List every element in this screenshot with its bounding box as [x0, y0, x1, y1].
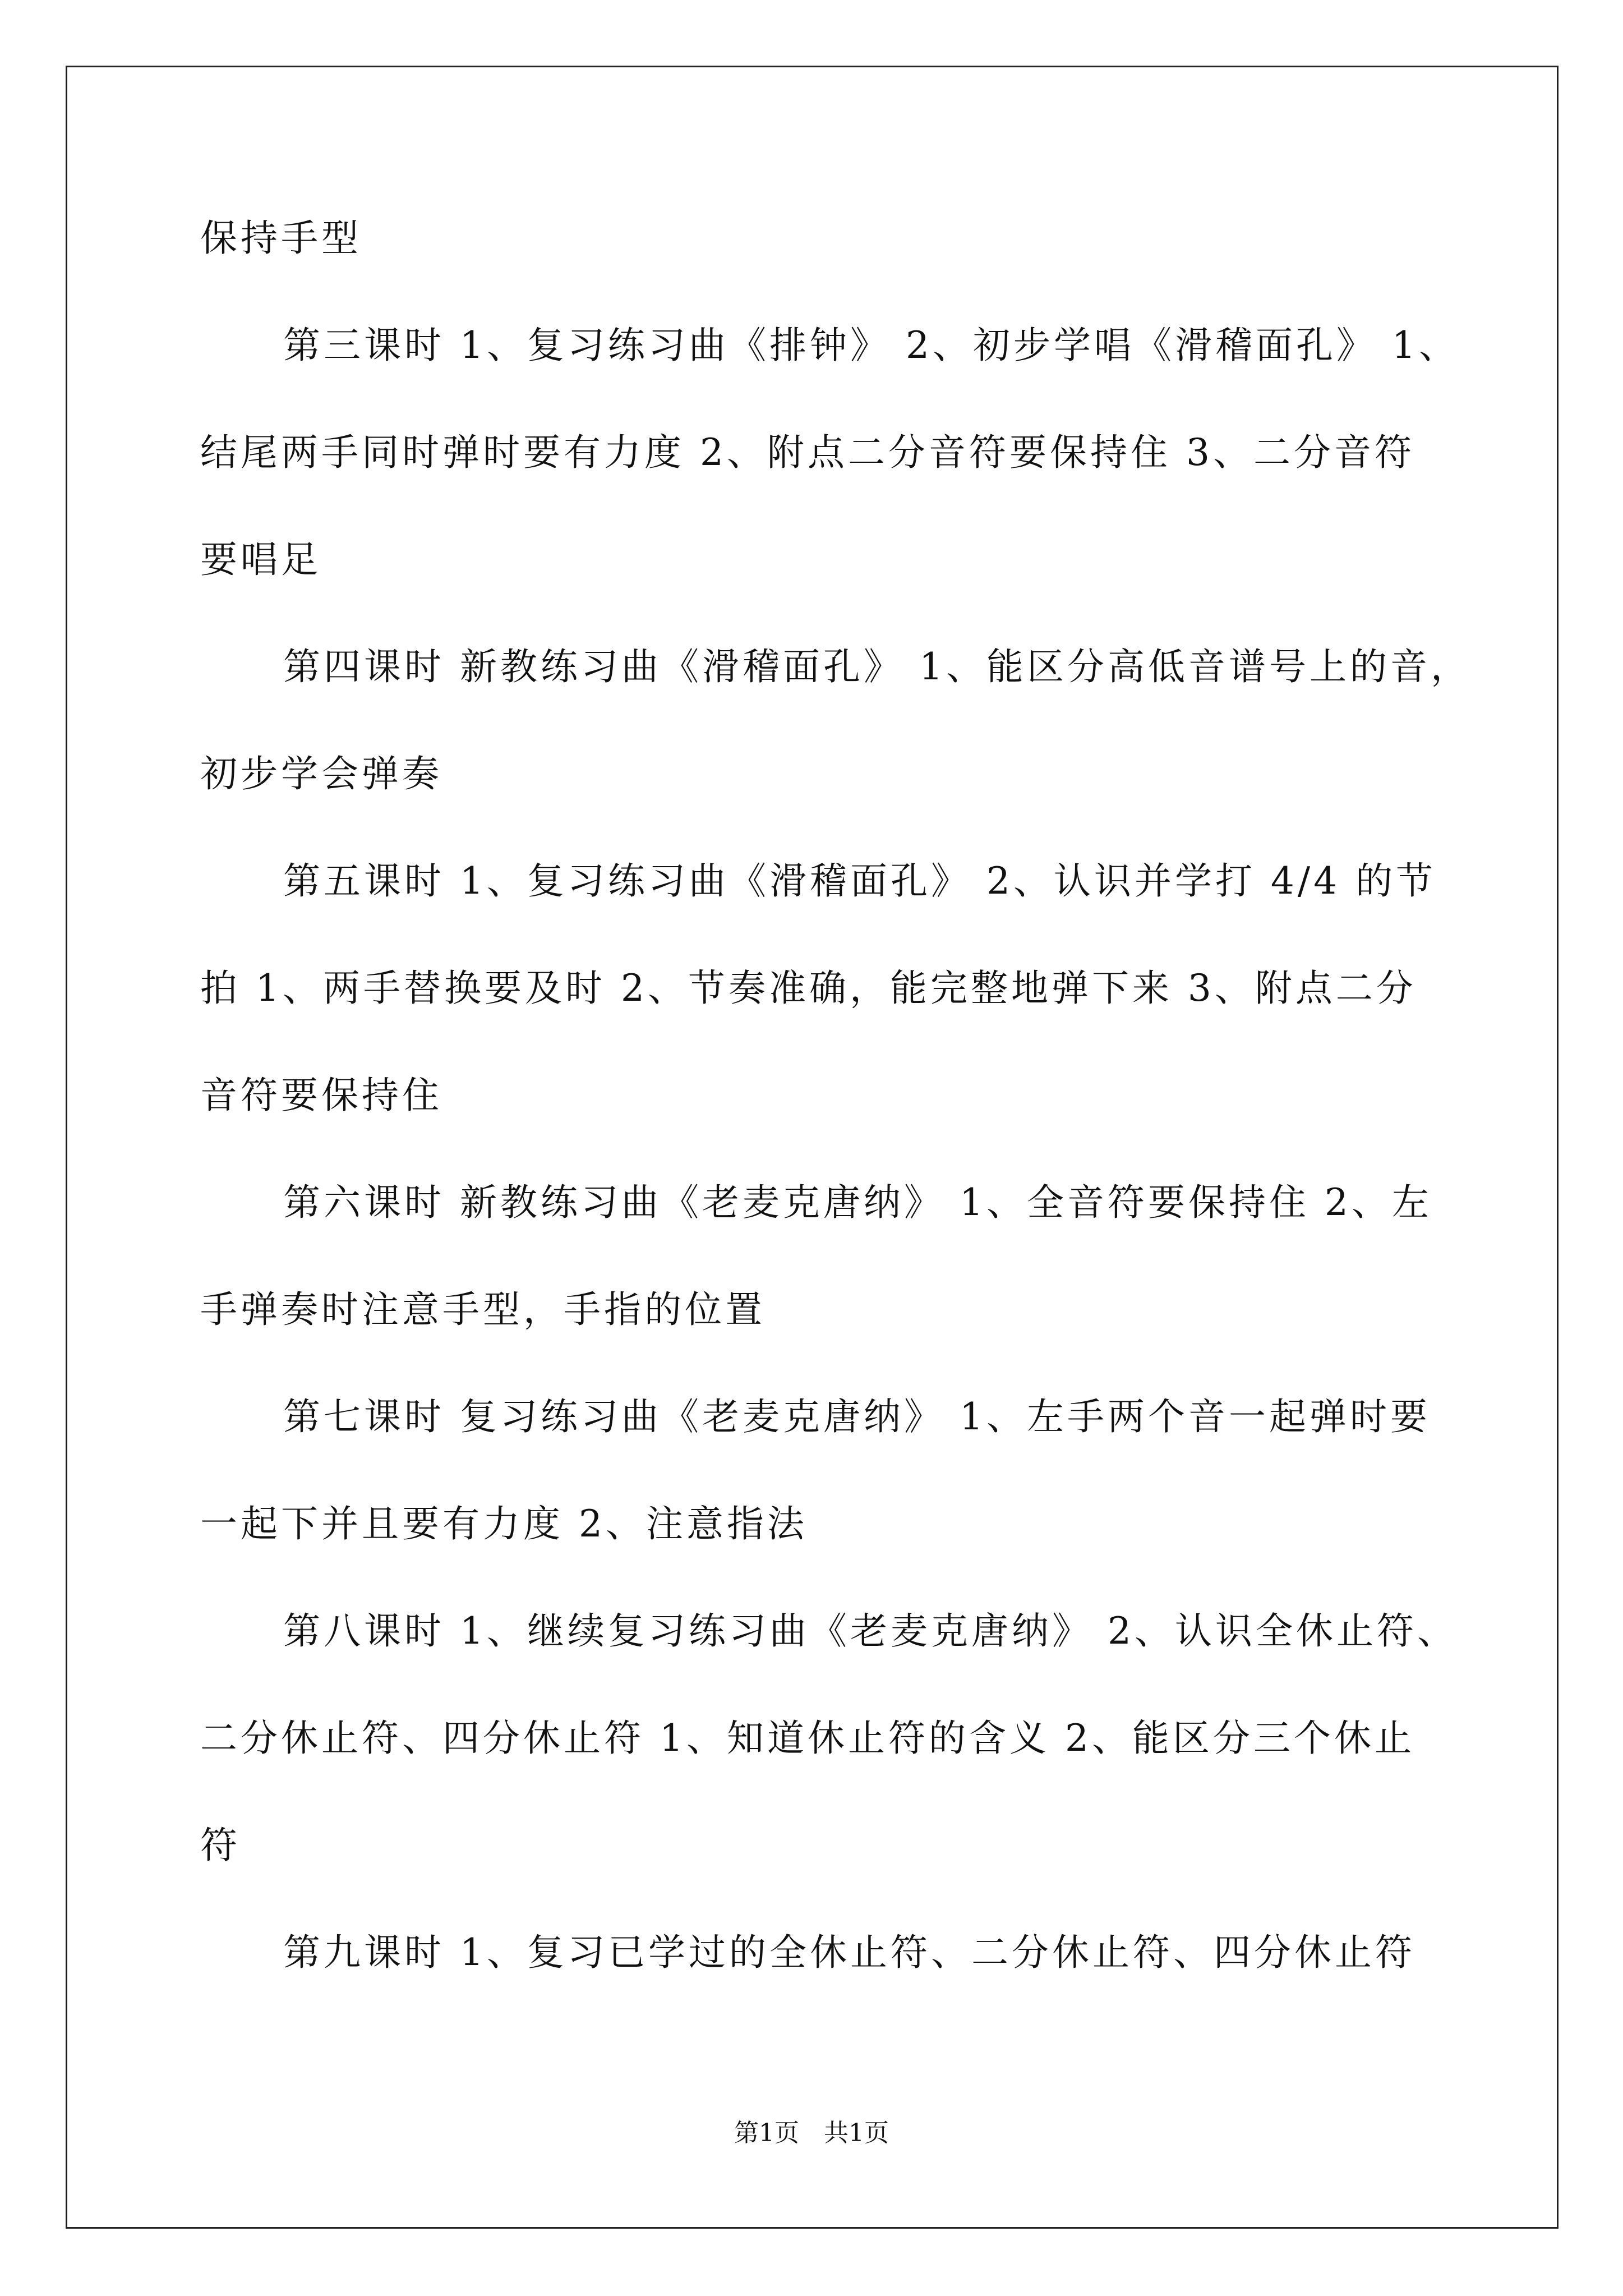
page-border — [66, 66, 1559, 2229]
text-line: 音符要保持住 — [200, 1074, 442, 1117]
text-line: 第八课时 1、继续复习练习曲《老麦克唐纳》 2、认识全休止符、 — [283, 1609, 1458, 1653]
text-line: 保持手型 — [200, 217, 362, 260]
text-line: 第七课时 复习练习曲《老麦克唐纳》 1、左手两个音一起弹时要 — [283, 1395, 1431, 1438]
text-line: 一起下并且要有力度 2、注意指法 — [200, 1502, 808, 1545]
text-line: 第三课时 1、复习练习曲《排钟》 2、初步学唱《滑稽面孔》 1、 — [283, 324, 1459, 367]
text-line: 结尾两手同时弹时要有力度 2、附点二分音符要保持住 3、二分音符 — [200, 431, 1415, 474]
page-footer: 第1页 共1页 — [734, 2119, 889, 2147]
text-line: 拍 1、两手替换要及时 2、节奏准确，能完整地弹下来 3、附点二分 — [200, 967, 1417, 1010]
text-line: 要唱足 — [200, 538, 321, 581]
text-line: 二分休止符、四分休止符 1、知道休止符的含义 2、能区分三个休止 — [200, 1717, 1415, 1760]
text-line: 第六课时 新教练习曲《老麦克唐纳》 1、全音符要保持住 2、左 — [283, 1181, 1432, 1224]
text-line: 符 — [200, 1824, 241, 1867]
text-line: 手弹奏时注意手型，手指的位置 — [200, 1288, 766, 1331]
text-line: 第五课时 1、复习练习曲《滑稽面孔》 2、认识并学打 4/4 的节 — [283, 859, 1437, 903]
text-line: 初步学会弹奏 — [200, 752, 442, 795]
text-line: 第四课时 新教练习曲《滑稽面孔》 1、能区分高低音谱号上的音， — [283, 645, 1471, 688]
text-line: 第九课时 1、复习已学过的全休止符、二分休止符、四分休止符 — [283, 1931, 1415, 1974]
